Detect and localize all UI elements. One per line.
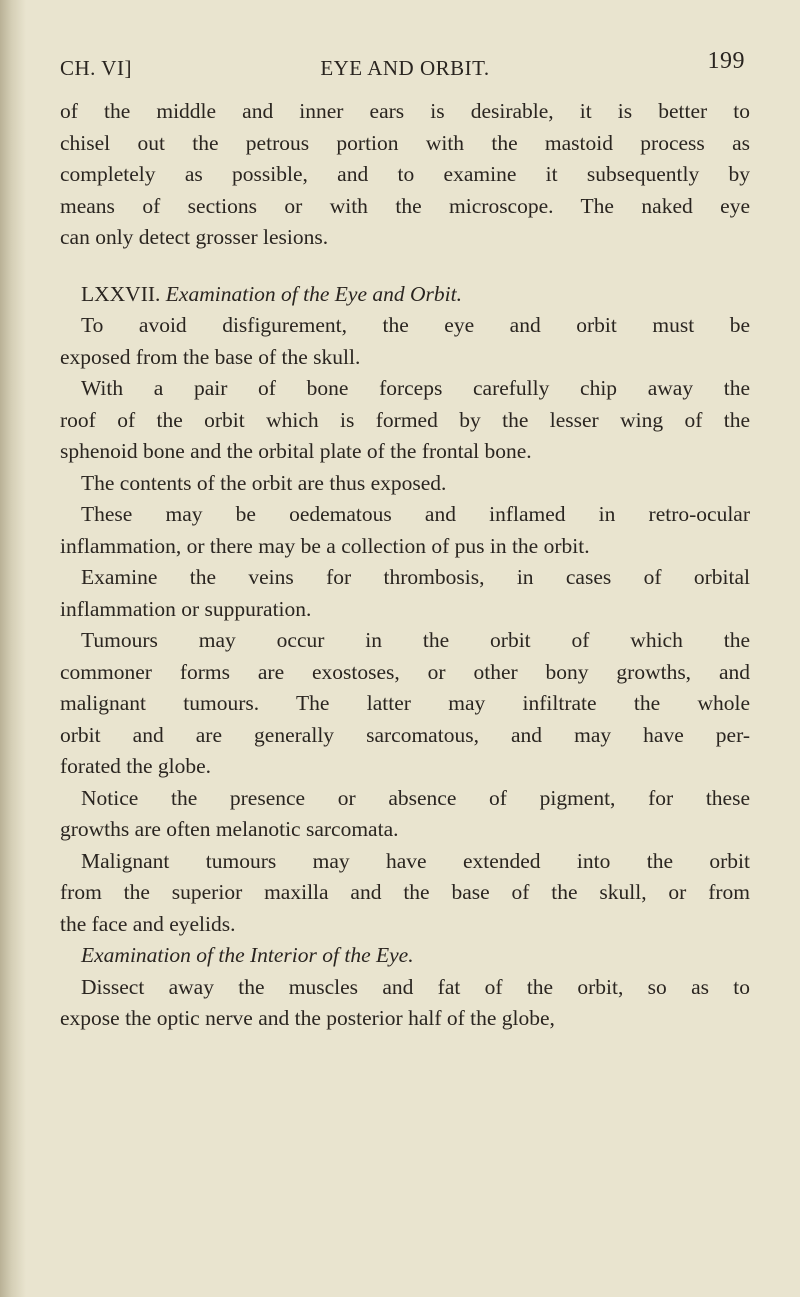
text-line: commoner forms are exostoses, or other bony growths, and	[60, 659, 750, 684]
section-number: LXXVII.	[81, 281, 161, 306]
text-line: inflammation, or there may be a collection of pus in the orbit.	[60, 533, 590, 558]
text-line: chisel out the petrous portion with the mastoid process as	[60, 130, 750, 155]
text-line: orbit and are generally sarcomatous, and may have per-	[60, 722, 750, 747]
section-gap	[60, 254, 750, 279]
book-spine-shadow	[0, 0, 26, 1297]
running-head	[60, 44, 750, 84]
text-line: means of sections or with the microscope. The naked eye	[60, 193, 750, 218]
text-line: malignant tumours. The latter may infiltrate the whole	[60, 691, 750, 715]
book-page	[60, 44, 750, 1035]
text-line: Malignant tumours may have extended into the orbit	[81, 848, 750, 873]
text-line: of the middle and inner ears is desirable, it is better to	[60, 99, 750, 123]
paragraph	[60, 310, 750, 373]
text-line: growths are often melanotic sarcomata.	[60, 817, 399, 841]
text-line: completely as possible, and to examine it subsequently by	[60, 162, 750, 186]
paragraph	[60, 562, 750, 625]
body-text	[60, 96, 750, 1035]
text-line: the face and eyelids.	[60, 911, 236, 936]
text-line: from the superior maxilla and the base of the skull, or from	[60, 880, 750, 904]
text-line: roof of the orbit which is formed by the lesser wing of the	[60, 407, 750, 432]
paragraph	[60, 499, 750, 562]
paragraph	[60, 96, 750, 254]
section-title: Examination of the Eye and Orbit.	[165, 281, 462, 306]
subheading	[60, 940, 750, 972]
text-line: The contents of the orbit are thus exposed.	[81, 470, 447, 495]
page-number: 199	[707, 48, 745, 74]
paragraph	[60, 625, 750, 783]
text-line: exposed from the base of the skull.	[60, 344, 361, 369]
text-line: With a pair of bone forceps carefully chip away the	[81, 376, 750, 400]
chapter-label: CH. VI]	[60, 56, 132, 80]
text-line: forated the globe.	[60, 754, 212, 778]
running-title: EYE AND ORBIT.	[320, 56, 490, 80]
text-line: Examine the veins for thrombosis, in cases of orbital	[81, 565, 750, 589]
text-line: To avoid disfigurement, the eye and orbit must be	[81, 313, 750, 337]
paragraph	[60, 972, 750, 1035]
text-line: Notice the presence or absence of pigment, for these	[81, 785, 750, 810]
text-line: can only detect grosser lesions.	[60, 225, 329, 249]
text-line: Dissect away the muscles and fat of the orbit, so as to	[81, 974, 750, 999]
subheading-text: Examination of the Interior of the Eye.	[81, 943, 414, 967]
paragraph	[60, 373, 750, 468]
text-line: expose the optic nerve and the posterior half of the globe,	[60, 1006, 555, 1030]
paragraph	[60, 783, 750, 846]
paragraph	[60, 468, 750, 500]
section-heading	[60, 279, 750, 311]
text-line: These may be oedematous and inflamed in retro-ocular	[81, 502, 750, 526]
paragraph	[60, 846, 750, 941]
text-line: inflammation or suppuration.	[60, 596, 312, 621]
text-line: Tumours may occur in the orbit of which the	[81, 628, 750, 652]
text-line: sphenoid bone and the orbital plate of the frontal bone.	[60, 439, 532, 463]
